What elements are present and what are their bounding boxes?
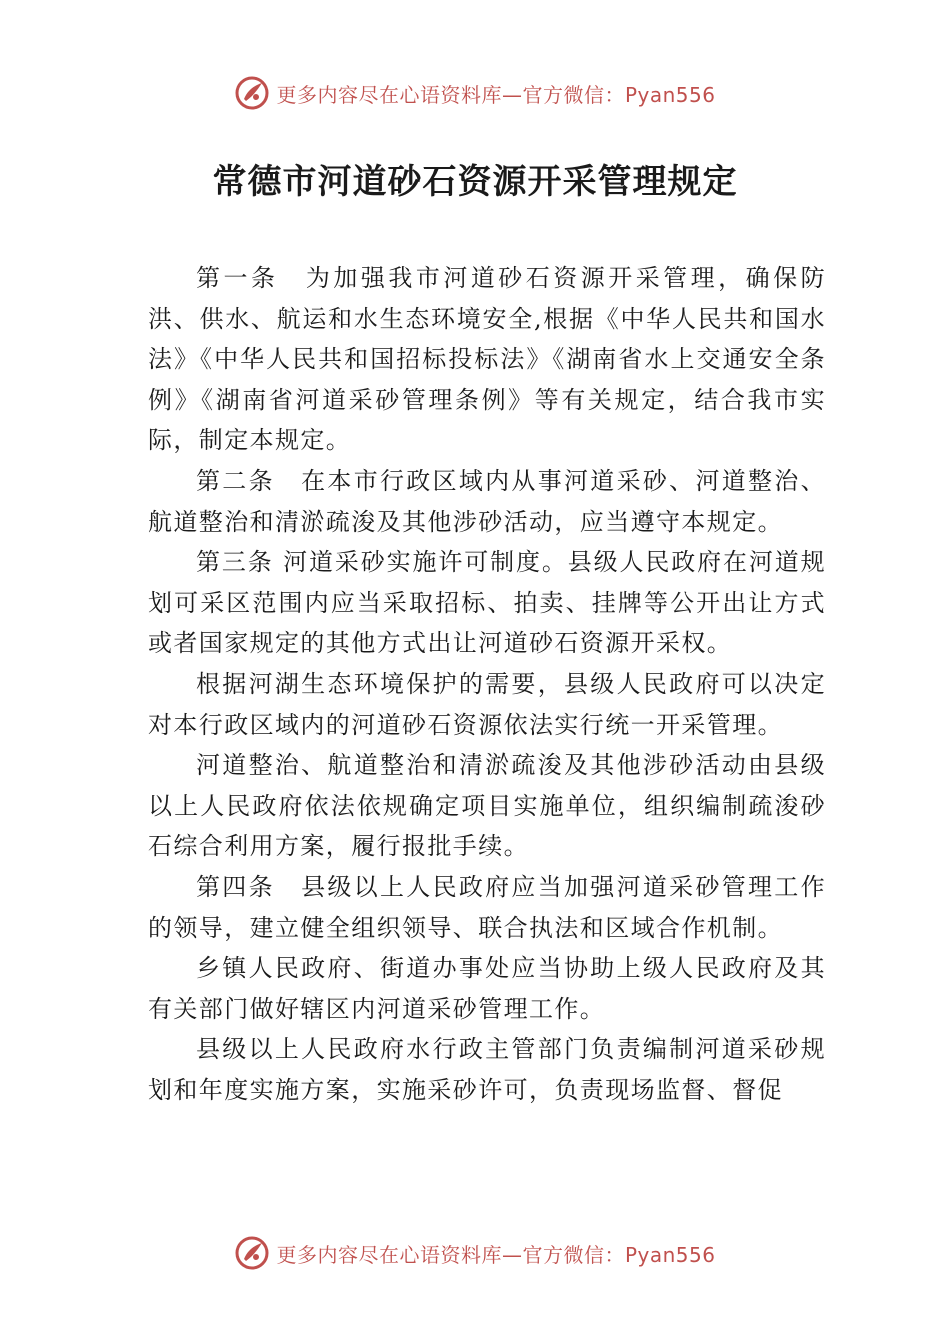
paragraph: 根据河湖生态环境保护的需要，县级人民政府可以决定对本行政区域内的河道砂石资源依法实行统一开采管理。	[148, 669, 826, 739]
banner-text: 更多内容尽在心语资料库—官方微信：Pyan556	[276, 1242, 716, 1267]
header-banner	[0, 68, 950, 118]
document-title: 常德市河道砂石资源开采管理规定	[212, 162, 738, 202]
logo-icon	[234, 1235, 270, 1271]
banner-text: 更多内容尽在心语资料库—官方微信：Pyan556	[276, 82, 716, 107]
paragraph: 乡镇人民政府、街道办事处应当协助上级人民政府及其有关部门做好辖区内河道采砂管理工作。	[148, 954, 826, 1023]
paragraph: 第三条 河道采砂实施许可制度。县级人民政府在河道规划可采区范围内应当采取招标、拍卖、挂牌等公开出让方式或者国家规定的其他方式出让河道砂石资源开采权。	[148, 548, 826, 658]
paragraph: 河道整治、航道整治和清淤疏浚及其他涉砂活动由县级以上人民政府依法依规确定项目实施单位，组织编制疏浚砂石综合利用方案，履行报批手续。	[148, 751, 826, 861]
document-body	[148, 258, 826, 1110]
paragraph: 县级以上人民政府水行政主管部门负责编制河道采砂规划和年度实施方案，实施采砂许可，负责现场监督、督促	[148, 1035, 826, 1104]
paragraph: 第四条 县级以上人民政府应当加强河道采砂管理工作的领导，建立健全组织领导、联合执法和区域合作机制。	[148, 872, 826, 942]
paragraph: 第二条 在本市行政区域内从事河道采砂、河道整治、航道整治和清淤疏浚及其他涉砂活动，应当遵守本规定。	[148, 466, 826, 536]
logo-icon	[234, 75, 270, 111]
footer-banner	[0, 1228, 950, 1278]
paragraph: 第一条 为加强我市河道砂石资源开采管理，确保防洪、供水、航运和水生态环境安全,根据《中华人民共和国水法》《中华人民共和国招标投标法》《湖南省水上交通安全条例》《湖南省河道采砂管理条例》等有关规定，结合我市实际，制定本规定。	[148, 264, 826, 455]
